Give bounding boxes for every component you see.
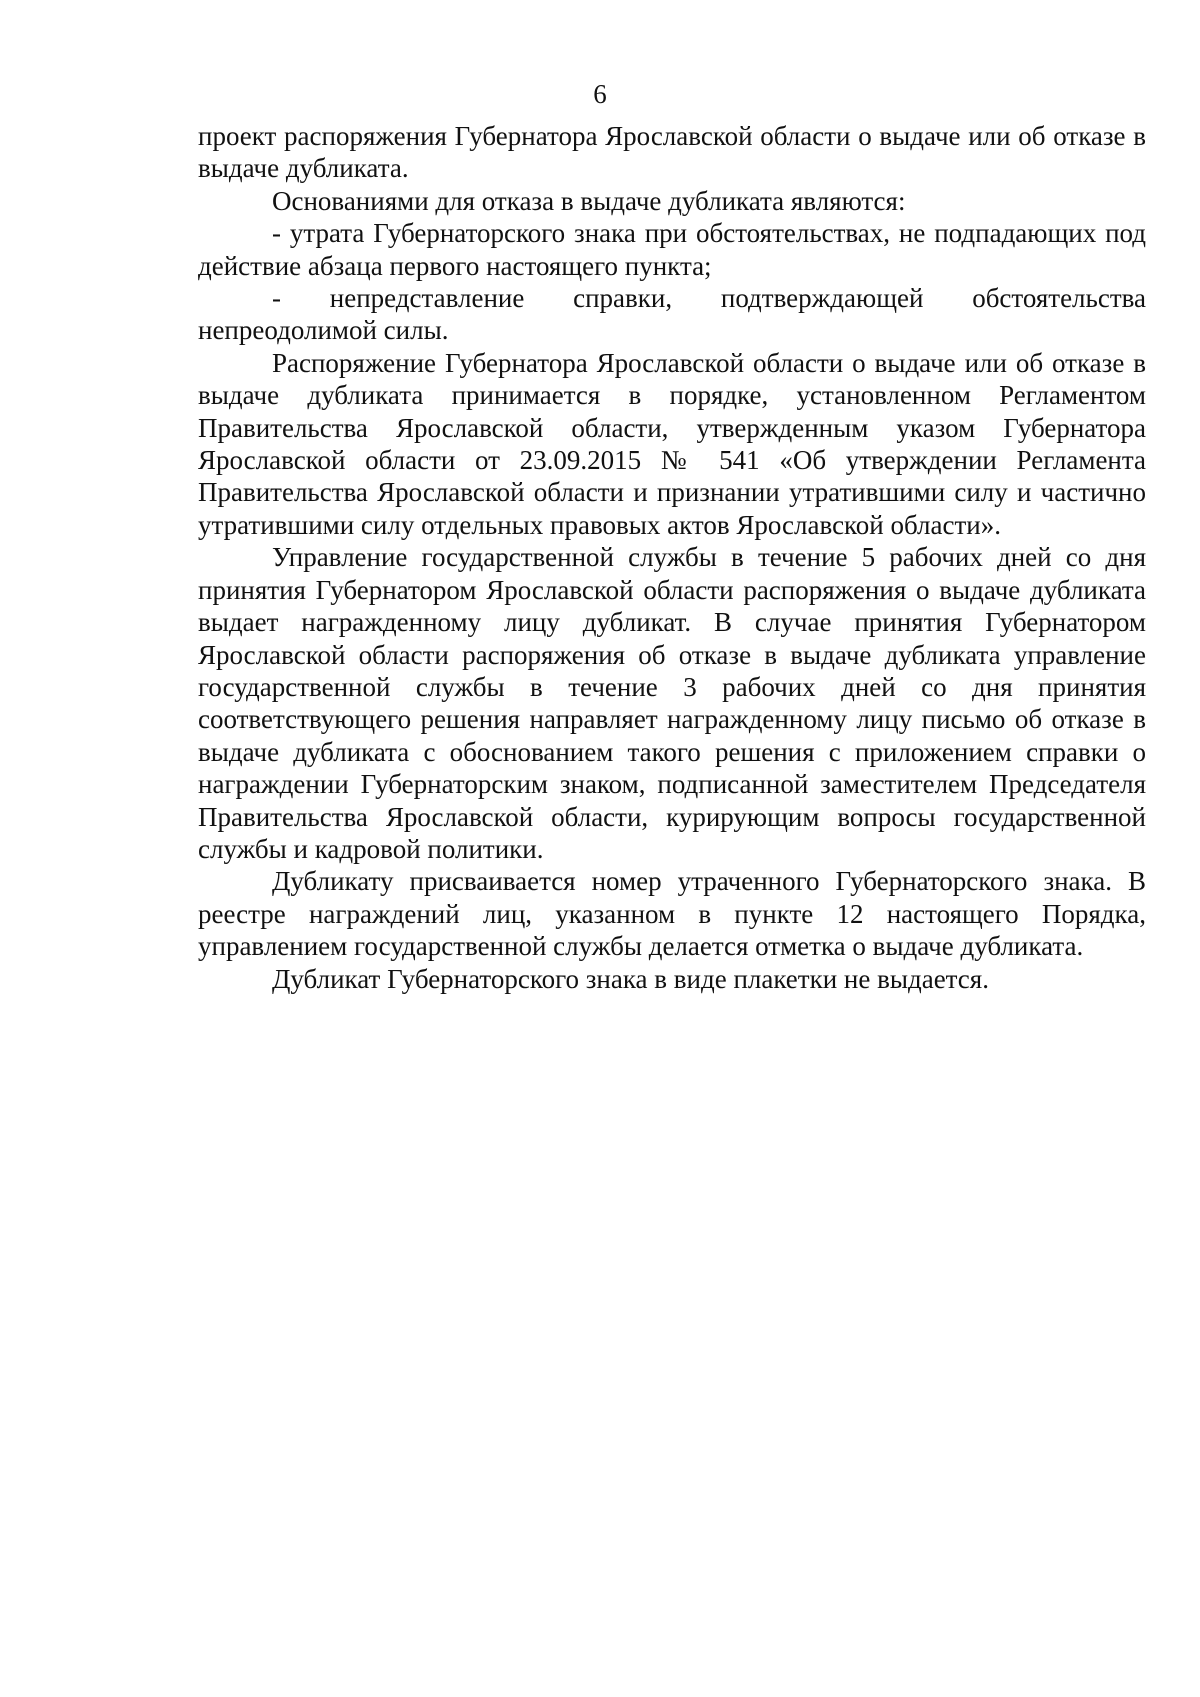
- paragraph-refusal-ground-no-certificate: - непредставление справки, подтверждающей обстоятельства непреодолимой силы.: [198, 283, 1146, 346]
- paragraph-duplicate-number: Дубликату присваивается номер утраченного Губернаторского знака. В реестре награждений лиц, указанном в пункте 12 настоящего Порядка, управлением государственной службы делается отметка о выдаче дубликата.: [198, 866, 1146, 962]
- paragraph-order-procedure: Распоряжение Губернатора Ярославской области о выдаче или об отказе в выдаче дубликата принимается в порядке, установленном Регламентом Правительства Ярославской области, утвержденным указом Губернатора Ярославской области от 23.09.2015 № 541 «Об утверждении Регламента Правительства Ярославской области и признании утратившими силу и частично утратившими силу отдельных правовых актов Ярославской области».: [198, 347, 1146, 540]
- paragraph-civil-service-department: Управление государственной службы в течение 5 рабочих дней со дня принятия Губернатором Ярославской области распоряжения о выдаче дубликата выдает награжденному лицу дубликат. В случае принятия Губернатором Ярославской области распоряжения об отказе в выдаче дубликата управление государственной службы в течение 3 рабочих дней со дня принятия соответствующего решения направляет награжденному лицу письмо об отказе в выдаче дубликата с обоснованием такого решения с приложением справки о награждении Губернаторским знаком, подписанной заместителем Председателя Правительства Ярославской области, курирующим вопросы государственной службы и кадровой политики.: [198, 542, 1146, 864]
- paragraph-plaque-not-issued: Дубликат Губернаторского знака в виде плакетки не выдается.: [272, 963, 989, 994]
- paragraph-project-continuation: проект распоряжения Губернатора Ярославской области о выдаче или об отказе в выдаче дубликата.: [198, 121, 1146, 184]
- document-body: [198, 120, 1146, 995]
- paragraph-refusal-ground-loss: - утрата Губернаторского знака при обстоятельствах, не подпадающих под действие абзаца первого настоящего пункта;: [198, 218, 1146, 281]
- paragraph-refusal-grounds-intro: Основаниями для отказа в выдаче дубликата являются:: [272, 185, 906, 216]
- page-number: 6: [593, 79, 607, 109]
